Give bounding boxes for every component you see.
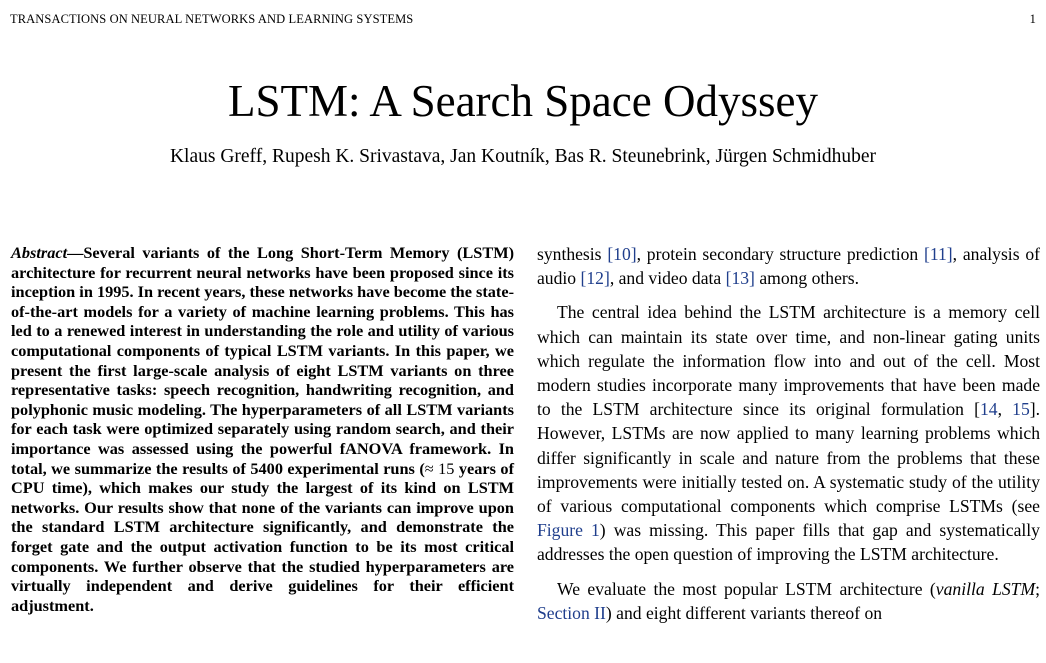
citation-link-14[interactable]: 14 — [979, 399, 998, 420]
citation-link-15[interactable]: 15 — [1012, 399, 1030, 420]
citation-link-13[interactable]: [13] — [725, 268, 755, 289]
paper-title: LSTM: A Search Space Odyssey — [228, 76, 818, 126]
figure-1-link[interactable]: Figure 1 — [537, 520, 600, 541]
text-run: , — [997, 399, 1013, 420]
text-run: We evaluate the most popular LSTM architecture ( — [557, 578, 936, 599]
text-run: , analysis of audio — [537, 244, 1040, 289]
text-run: ) and eight different variants thereof on — [605, 602, 883, 623]
abstract-label: Abstract — [11, 243, 68, 262]
text-run: ) was missing. This paper fills that gap and systematically addresses the open question of improving the LSTM architecture. — [537, 520, 1040, 565]
vanilla-lstm-term: vanilla LSTM — [935, 578, 1036, 599]
citation-link-11[interactable]: [11] — [924, 244, 953, 264]
intro-paragraph-2 — [537, 300, 1040, 566]
section-2-link[interactable]: Section II — [537, 602, 606, 623]
abstract-math: ≈ 15 — [424, 458, 455, 478]
text-run: among others. — [754, 268, 859, 289]
intro-column — [537, 242, 1040, 625]
text-run: synthesis — [537, 244, 608, 264]
text-run: ; — [1035, 578, 1040, 599]
abstract-text-part1: —Several variants of the Long Short-Term Memory (LSTM) architecture for recurrent neural networks have been proposed since its inception in 1995. In recent years, these networks have become the state-of-the-art models for a variety of machine learning problems. This has led to a renewed interest in understanding the role and utility of various computational components of typical LSTM variants. In this paper, we present the first large-scale analysis of eight LSTM variants on three representative tasks: speech recognition, handwriting recognition, and polyphonic music modeling. The hyperparameters of all LSTM variants for each task were optimized separately using random search, and their importance was assessed using the powerful fANOVA framework. In total, we summarize the results of 5400 experimental runs ( — [11, 243, 514, 478]
page-number: 1 — [1029, 12, 1036, 26]
author-list: Klaus Greff, Rupesh K. Srivastava, Jan Koutník, Bas R. Steunebrink, Jürgen Schmidhuber — [169, 146, 877, 167]
abstract-text-part2: years of CPU time), which makes our study the largest of its kind on LSTM networks. Our results show that none of the variants can improve upon the standard LSTM architecture significantly, and demonstrate the forget gate and the output activation function to be its most critical components. We further observe that the studied hyperparameters are virtually independent and derive guidelines for their efficient adjustment. — [11, 458, 514, 615]
running-head — [10, 12, 1036, 27]
citation-link-12[interactable]: [12] — [580, 268, 610, 289]
journal-name: TRANSACTIONS ON NEURAL NETWORKS AND LEARNING SYSTEMS — [10, 12, 414, 26]
text-run: , protein secondary structure prediction — [636, 244, 924, 264]
text-run: , and video data — [609, 268, 726, 289]
citation-link-10[interactable]: [10] — [607, 244, 637, 264]
text-run: The central idea behind the LSTM architecture is a memory cell which can maintain its state over time, and non-linear gating units which regulate the information flow into and out of the cell. Most modern studies incorporate many improvements that have been made to the LSTM architecture since its original formulation [ — [537, 302, 1040, 420]
intro-paragraph-1 — [537, 242, 1040, 290]
intro-paragraph-3 — [537, 577, 1040, 625]
abstract — [11, 243, 514, 615]
text-run: ]. However, LSTMs are now applied to many learning problems which differ significantly in scale and nature from the problems that these improvements were initially tested on. A systematic study of the utility of various computational components which comprise LSTMs (see — [537, 399, 1040, 517]
